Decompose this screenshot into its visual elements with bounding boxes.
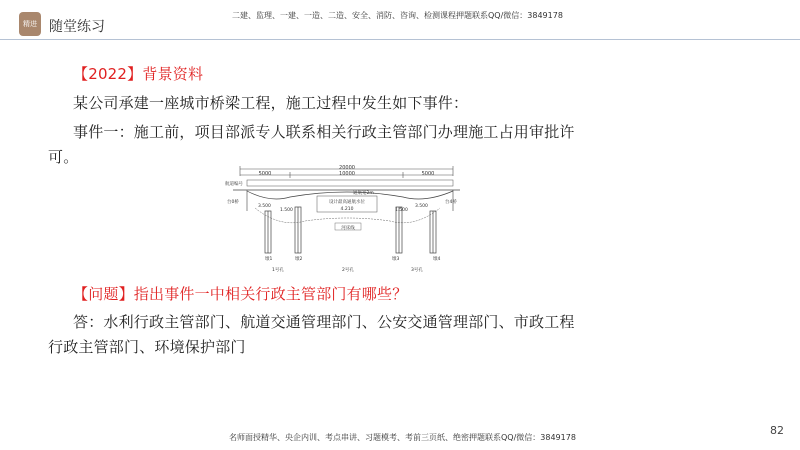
background-label: 【2022】背景资料 [73,65,204,83]
answer-line1: 答：水利行政主管部门、航道交通管理部门、公安交通管理部门、市政工程 [73,313,575,331]
hole-3: 3号孔 [411,268,423,273]
dim-mid: 10000 [339,171,355,177]
header-divider [0,39,800,40]
elevation-4: 3.500 [415,204,428,209]
nav-width-label: 通航宽2m [353,191,374,196]
river-bed-label: 河床线 [341,226,355,231]
event1-line1: 事件一：施工前，项目部派专人联系相关行政主管部门办理施工占用审批许 [73,123,575,141]
elevation-1: 3.500 [258,204,271,209]
page-number: 82 [770,424,784,437]
dim-left: 5000 [258,171,272,177]
abutment-left: 台0桥 [227,200,239,205]
dim-right: 5000 [421,171,435,177]
event1-line2: 可。 [48,148,79,166]
elevation-2: 1.500 [280,208,293,213]
abutment-right: 台4桥 [445,200,457,205]
bridge-elevation-figure [225,163,465,278]
pier-2: 墩2 [295,257,303,262]
pier-4: 墩4 [433,257,441,262]
section-title: 随堂练习 [49,19,105,35]
nav-label: 航道编号 [225,182,243,187]
answer-line2: 行政主管部门、环境保护部门 [48,338,246,356]
bottom-banner: 名师面授精华、央企内训、考点串讲、习题模考、考前三页纸、绝密押题联系QQ/微信：3849178 [229,433,576,442]
top-banner: 二建、监理、一建、一造、二造、安全、消防、咨询、检测课程押题联系QQ/微信：3849178 [232,11,563,20]
paragraph-intro: 某公司承建一座城市桥梁工程，施工过程中发生如下事件： [73,94,469,112]
pier-1: 墩1 [265,257,273,262]
question: 【问题】指出事件一中相关行政主管部门有哪些？ [73,285,408,303]
brand-logo: 精进 [19,12,41,36]
design-level-label: 设计最高通航水位 [329,200,365,205]
elevation-3: 1.500 [395,208,408,213]
pier-3: 墩3 [392,257,400,262]
hole-2: 2号孔 [342,268,354,273]
hole-1: 1号孔 [272,268,284,273]
dim-total: 20000 [339,165,355,171]
design-level-value: 4.210 [340,207,354,212]
